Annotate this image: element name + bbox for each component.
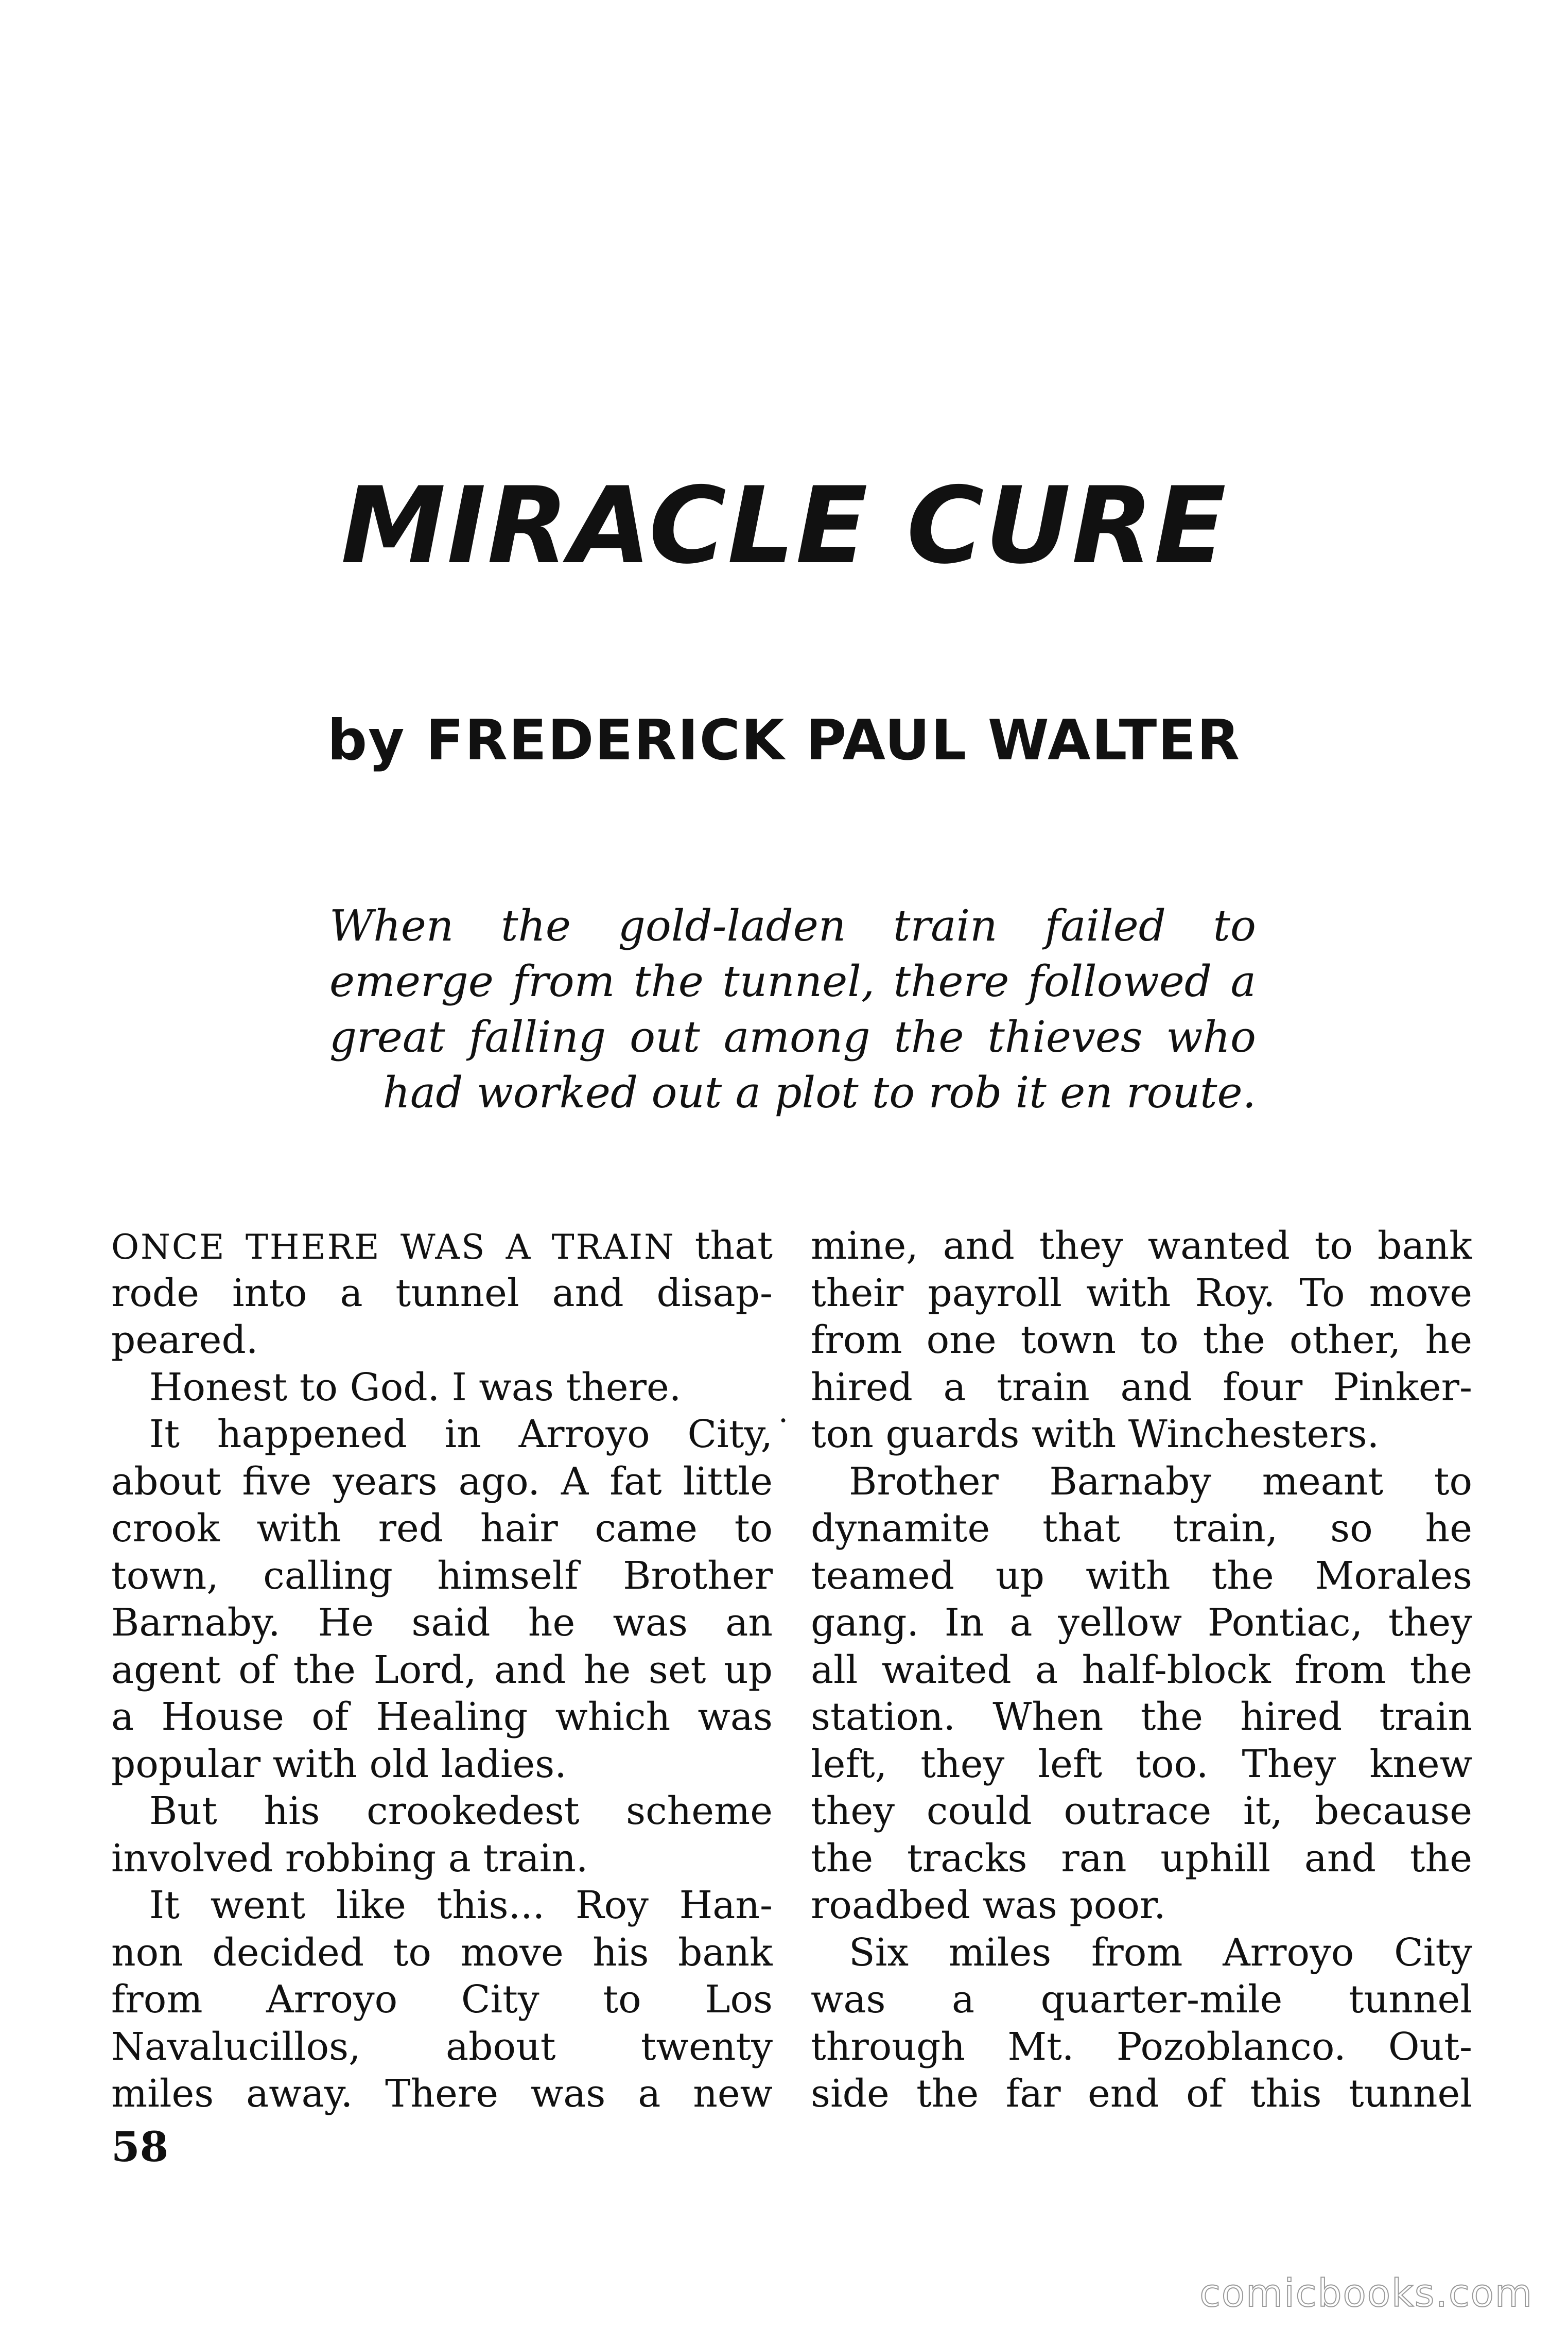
text-line: about five years ago. A fat little	[111, 1459, 773, 1504]
margin-mark: .	[778, 1394, 789, 1430]
text-line: It went like this... Roy Han-	[149, 1883, 773, 1927]
text-line: station. When the hired train	[811, 1695, 1472, 1739]
text-line: from Arroyo City to Los	[111, 1977, 773, 2022]
text-line: town, calling himself Brother	[111, 1553, 773, 1598]
text-line: agent of the Lord, and he set up	[111, 1647, 773, 1692]
text-line: peared.	[111, 1318, 258, 1362]
text-line: teamed up with the Morales	[811, 1553, 1472, 1598]
text-line: Honest to God. I was there.	[149, 1365, 682, 1410]
text-line: rode into a tunnel and disap-	[111, 1271, 773, 1315]
text-line: ton guards with Winchesters.	[811, 1412, 1380, 1456]
text-line: non decided to move his bank	[111, 1930, 773, 1975]
text-line: crook with red hair came to	[111, 1506, 773, 1551]
left-text-column	[111, 1223, 773, 2118]
text-line: from one town to the other, he	[811, 1318, 1472, 1362]
blurb-line: emerge from the tunnel, there followed a	[329, 957, 1256, 1006]
text-line: involved robbing a train.	[111, 1836, 588, 1881]
author-byline: by FREDERICK PAUL WALTER	[327, 708, 1241, 773]
text-line: the tracks ran uphill and the	[811, 1836, 1472, 1881]
text-line: popular with old ladies.	[111, 1742, 567, 1786]
text-line: dynamite that train, so he	[811, 1506, 1472, 1551]
text-line: It happened in Arroyo City,	[149, 1412, 773, 1456]
blurb-line: When the gold-laden train failed to	[329, 901, 1256, 951]
text-line	[111, 1223, 773, 1270]
lead-in-small-caps: ONCE THERE WAS A TRAIN	[111, 1227, 675, 1267]
text-line: all waited a half-block from the	[811, 1647, 1472, 1692]
blurb-line: had worked out a plot to rob it en route.	[382, 1068, 1256, 1118]
site-watermark: comicbooks.com	[1199, 2271, 1533, 2316]
right-text-column	[811, 1223, 1472, 2118]
page-number: 58	[111, 2123, 169, 2171]
text-line: a House of Healing which was	[111, 1695, 773, 1739]
lead-in-continuation: that	[694, 1224, 773, 1268]
text-line: they could outrace it, because	[811, 1789, 1472, 1833]
text-line: miles away. There was a new	[111, 2072, 773, 2116]
text-line: side the far end of this tunnel	[811, 2072, 1472, 2116]
text-line: mine, and they wanted to bank	[811, 1224, 1472, 1268]
text-line: their payroll with Roy. To move	[811, 1271, 1472, 1315]
text-line: Brother Barnaby meant to	[849, 1459, 1472, 1504]
text-line: through Mt. Pozoblanco. Out-	[811, 2024, 1472, 2069]
blurb-line: great falling out among the thieves who	[329, 1012, 1256, 1062]
text-line: left, they left too. They knew	[811, 1742, 1472, 1786]
text-line: Navalucillos, about twenty	[111, 2024, 773, 2069]
text-line: Barnaby. He said he was an	[111, 1601, 773, 1645]
text-line: Six miles from Arroyo City	[849, 1930, 1472, 1975]
text-line: roadbed was poor.	[811, 1883, 1166, 1927]
story-blurb	[329, 898, 1256, 1121]
text-line: gang. In a yellow Pontiac, they	[811, 1601, 1472, 1645]
text-line: But his crookedest scheme	[149, 1789, 773, 1833]
story-title: MIRACLE CURE	[341, 465, 1227, 587]
text-line: hired a train and four Pinker-	[811, 1365, 1472, 1410]
text-line: was a quarter-mile tunnel	[811, 1977, 1472, 2022]
